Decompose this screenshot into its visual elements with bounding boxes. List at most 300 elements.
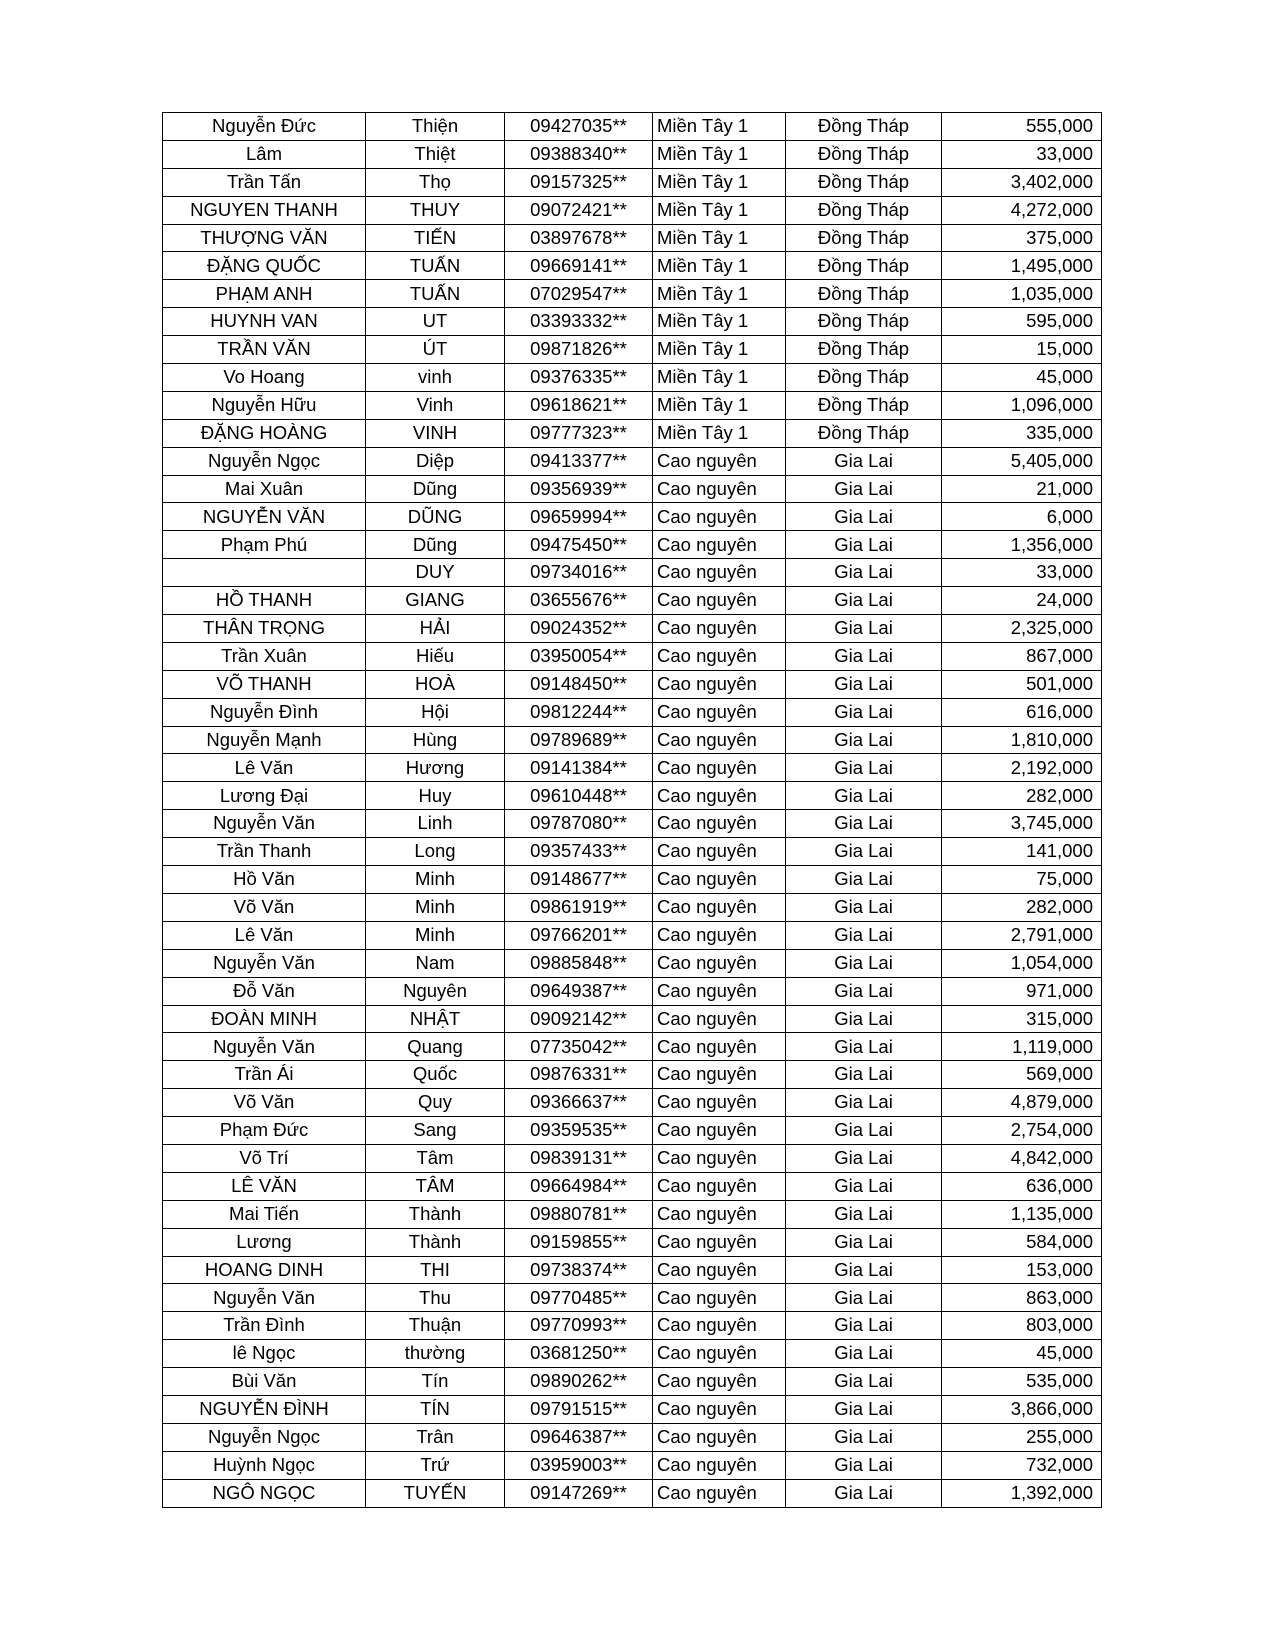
last-name-cell: Trần Tấn bbox=[163, 168, 366, 196]
phone-cell: 09789689** bbox=[505, 726, 653, 754]
amount-cell: 24,000 bbox=[942, 587, 1102, 615]
amount-cell: 1,810,000 bbox=[942, 726, 1102, 754]
last-name-cell: ĐẶNG QUỐC bbox=[163, 252, 366, 280]
phone-cell: 09357433** bbox=[505, 838, 653, 866]
province-cell: Gia Lai bbox=[786, 838, 942, 866]
first-name-cell: DUY bbox=[366, 559, 505, 587]
last-name-cell: NGUYỄN ĐÌNH bbox=[163, 1395, 366, 1423]
last-name-cell: Trần Xuân bbox=[163, 642, 366, 670]
amount-cell: 732,000 bbox=[942, 1451, 1102, 1479]
first-name-cell: Thọ bbox=[366, 168, 505, 196]
region-cell: Cao nguyên bbox=[653, 531, 786, 559]
table-row bbox=[163, 670, 1102, 698]
phone-cell: 09646387** bbox=[505, 1423, 653, 1451]
phone-cell: 09839131** bbox=[505, 1144, 653, 1172]
first-name-cell: TIẾN bbox=[366, 224, 505, 252]
province-cell: Gia Lai bbox=[786, 754, 942, 782]
last-name-cell: NGUYEN THANH bbox=[163, 196, 366, 224]
table-row bbox=[163, 921, 1102, 949]
amount-cell: 5,405,000 bbox=[942, 447, 1102, 475]
first-name-cell: Tâm bbox=[366, 1144, 505, 1172]
table-row bbox=[163, 726, 1102, 754]
first-name-cell: Dũng bbox=[366, 475, 505, 503]
amount-cell: 501,000 bbox=[942, 670, 1102, 698]
province-cell: Gia Lai bbox=[786, 587, 942, 615]
table-row bbox=[163, 1144, 1102, 1172]
table-row bbox=[163, 642, 1102, 670]
region-cell: Cao nguyên bbox=[653, 1451, 786, 1479]
phone-cell: 07029547** bbox=[505, 280, 653, 308]
amount-cell: 3,866,000 bbox=[942, 1395, 1102, 1423]
amount-cell: 569,000 bbox=[942, 1061, 1102, 1089]
last-name-cell: Nguyễn Đình bbox=[163, 698, 366, 726]
phone-cell: 09159855** bbox=[505, 1228, 653, 1256]
table-row bbox=[163, 140, 1102, 168]
last-name-cell: Nguyễn Văn bbox=[163, 810, 366, 838]
phone-cell: 03959003** bbox=[505, 1451, 653, 1479]
last-name-cell: HUYNH VAN bbox=[163, 308, 366, 336]
amount-cell: 153,000 bbox=[942, 1256, 1102, 1284]
amount-cell: 4,842,000 bbox=[942, 1144, 1102, 1172]
province-cell: Gia Lai bbox=[786, 1228, 942, 1256]
region-cell: Miền Tây 1 bbox=[653, 308, 786, 336]
amount-cell: 2,754,000 bbox=[942, 1117, 1102, 1145]
phone-cell: 09885848** bbox=[505, 949, 653, 977]
table-row bbox=[163, 977, 1102, 1005]
region-cell: Cao nguyên bbox=[653, 698, 786, 726]
table-row bbox=[163, 1005, 1102, 1033]
last-name-cell: Võ Văn bbox=[163, 893, 366, 921]
region-cell: Miền Tây 1 bbox=[653, 113, 786, 141]
province-cell: Đồng Tháp bbox=[786, 280, 942, 308]
amount-cell: 4,272,000 bbox=[942, 196, 1102, 224]
region-cell: Cao nguyên bbox=[653, 559, 786, 587]
last-name-cell: Trần Đình bbox=[163, 1312, 366, 1340]
region-cell: Cao nguyên bbox=[653, 1479, 786, 1507]
last-name-cell: Lê Văn bbox=[163, 921, 366, 949]
first-name-cell: THUY bbox=[366, 196, 505, 224]
province-cell: Đồng Tháp bbox=[786, 113, 942, 141]
last-name-cell: Võ Văn bbox=[163, 1089, 366, 1117]
first-name-cell: Vinh bbox=[366, 391, 505, 419]
phone-cell: 09618621** bbox=[505, 391, 653, 419]
amount-cell: 616,000 bbox=[942, 698, 1102, 726]
first-name-cell: Quang bbox=[366, 1033, 505, 1061]
first-name-cell: TUYẾN bbox=[366, 1479, 505, 1507]
first-name-cell: Huy bbox=[366, 782, 505, 810]
amount-cell: 1,135,000 bbox=[942, 1200, 1102, 1228]
region-cell: Cao nguyên bbox=[653, 866, 786, 894]
first-name-cell: GIANG bbox=[366, 587, 505, 615]
last-name-cell: Võ Trí bbox=[163, 1144, 366, 1172]
amount-cell: 1,392,000 bbox=[942, 1479, 1102, 1507]
phone-cell: 09734016** bbox=[505, 559, 653, 587]
phone-cell: 09376335** bbox=[505, 364, 653, 392]
last-name-cell: THƯỢNG VĂN bbox=[163, 224, 366, 252]
table-row bbox=[163, 1117, 1102, 1145]
table-row bbox=[163, 447, 1102, 475]
table-row bbox=[163, 196, 1102, 224]
province-cell: Đồng Tháp bbox=[786, 252, 942, 280]
region-cell: Miền Tây 1 bbox=[653, 196, 786, 224]
province-cell: Gia Lai bbox=[786, 1005, 942, 1033]
province-cell: Đồng Tháp bbox=[786, 168, 942, 196]
region-cell: Miền Tây 1 bbox=[653, 336, 786, 364]
last-name-cell: Nguyễn Văn bbox=[163, 949, 366, 977]
phone-cell: 09880781** bbox=[505, 1200, 653, 1228]
table-row bbox=[163, 364, 1102, 392]
province-cell: Đồng Tháp bbox=[786, 419, 942, 447]
data-table bbox=[162, 112, 1102, 1508]
table-row bbox=[163, 531, 1102, 559]
province-cell: Đồng Tháp bbox=[786, 391, 942, 419]
first-name-cell: Minh bbox=[366, 866, 505, 894]
last-name-cell: NGUYỄN VĂN bbox=[163, 503, 366, 531]
first-name-cell: Long bbox=[366, 838, 505, 866]
last-name-cell: Nguyễn Văn bbox=[163, 1284, 366, 1312]
region-cell: Cao nguyên bbox=[653, 1340, 786, 1368]
region-cell: Miền Tây 1 bbox=[653, 391, 786, 419]
region-cell: Cao nguyên bbox=[653, 503, 786, 531]
last-name-cell: Nguyễn Văn bbox=[163, 1033, 366, 1061]
amount-cell: 75,000 bbox=[942, 866, 1102, 894]
last-name-cell: HỒ THANH bbox=[163, 587, 366, 615]
first-name-cell: Diệp bbox=[366, 447, 505, 475]
region-cell: Cao nguyên bbox=[653, 475, 786, 503]
province-cell: Gia Lai bbox=[786, 810, 942, 838]
first-name-cell: Hùng bbox=[366, 726, 505, 754]
last-name-cell: Phạm Phú bbox=[163, 531, 366, 559]
table-row bbox=[163, 308, 1102, 336]
first-name-cell: TÍN bbox=[366, 1395, 505, 1423]
first-name-cell: Hương bbox=[366, 754, 505, 782]
phone-cell: 03897678** bbox=[505, 224, 653, 252]
phone-cell: 09147269** bbox=[505, 1479, 653, 1507]
region-cell: Miền Tây 1 bbox=[653, 140, 786, 168]
phone-cell: 09659994** bbox=[505, 503, 653, 531]
table-body bbox=[163, 113, 1102, 1508]
last-name-cell: Mai Tiến bbox=[163, 1200, 366, 1228]
first-name-cell: DŨNG bbox=[366, 503, 505, 531]
table-row bbox=[163, 503, 1102, 531]
last-name-cell: Nguyễn Đức bbox=[163, 113, 366, 141]
table-row bbox=[163, 1256, 1102, 1284]
last-name-cell: Nguyễn Ngọc bbox=[163, 1423, 366, 1451]
amount-cell: 315,000 bbox=[942, 1005, 1102, 1033]
province-cell: Gia Lai bbox=[786, 1284, 942, 1312]
first-name-cell: Sang bbox=[366, 1117, 505, 1145]
last-name-cell: Hồ Văn bbox=[163, 866, 366, 894]
table-row bbox=[163, 1395, 1102, 1423]
table-row bbox=[163, 893, 1102, 921]
phone-cell: 09072421** bbox=[505, 196, 653, 224]
first-name-cell: Trân bbox=[366, 1423, 505, 1451]
phone-cell: 09356939** bbox=[505, 475, 653, 503]
first-name-cell: HẢI bbox=[366, 615, 505, 643]
table-row bbox=[163, 754, 1102, 782]
phone-cell: 09812244** bbox=[505, 698, 653, 726]
province-cell: Đồng Tháp bbox=[786, 308, 942, 336]
last-name-cell: Mai Xuân bbox=[163, 475, 366, 503]
last-name-cell: VÕ THANH bbox=[163, 670, 366, 698]
region-cell: Cao nguyên bbox=[653, 726, 786, 754]
first-name-cell: Quốc bbox=[366, 1061, 505, 1089]
table-row bbox=[163, 1312, 1102, 1340]
table-row bbox=[163, 1033, 1102, 1061]
table-row bbox=[163, 1340, 1102, 1368]
phone-cell: 09664984** bbox=[505, 1172, 653, 1200]
table-row bbox=[163, 1479, 1102, 1507]
province-cell: Gia Lai bbox=[786, 1256, 942, 1284]
phone-cell: 09366637** bbox=[505, 1089, 653, 1117]
last-name-cell: NGÔ NGỌC bbox=[163, 1479, 366, 1507]
province-cell: Gia Lai bbox=[786, 782, 942, 810]
amount-cell: 1,035,000 bbox=[942, 280, 1102, 308]
amount-cell: 803,000 bbox=[942, 1312, 1102, 1340]
first-name-cell: Minh bbox=[366, 921, 505, 949]
phone-cell: 09770993** bbox=[505, 1312, 653, 1340]
region-cell: Cao nguyên bbox=[653, 782, 786, 810]
region-cell: Cao nguyên bbox=[653, 838, 786, 866]
table-row bbox=[163, 1200, 1102, 1228]
province-cell: Gia Lai bbox=[786, 1117, 942, 1145]
table-row bbox=[163, 1284, 1102, 1312]
amount-cell: 1,054,000 bbox=[942, 949, 1102, 977]
first-name-cell: Trứ bbox=[366, 1451, 505, 1479]
province-cell: Đồng Tháp bbox=[786, 224, 942, 252]
first-name-cell: Tín bbox=[366, 1368, 505, 1396]
amount-cell: 33,000 bbox=[942, 559, 1102, 587]
amount-cell: 2,325,000 bbox=[942, 615, 1102, 643]
region-cell: Cao nguyên bbox=[653, 1228, 786, 1256]
phone-cell: 09871826** bbox=[505, 336, 653, 364]
province-cell: Gia Lai bbox=[786, 642, 942, 670]
first-name-cell: Hiếu bbox=[366, 642, 505, 670]
last-name-cell: PHẠM ANH bbox=[163, 280, 366, 308]
last-name-cell: Phạm Đức bbox=[163, 1117, 366, 1145]
first-name-cell: NHẬT bbox=[366, 1005, 505, 1033]
region-cell: Cao nguyên bbox=[653, 1312, 786, 1340]
last-name-cell: Đỗ Văn bbox=[163, 977, 366, 1005]
region-cell: Cao nguyên bbox=[653, 1061, 786, 1089]
phone-cell: 09610448** bbox=[505, 782, 653, 810]
last-name-cell: Trần Thanh bbox=[163, 838, 366, 866]
province-cell: Gia Lai bbox=[786, 670, 942, 698]
first-name-cell: Thiệt bbox=[366, 140, 505, 168]
province-cell: Gia Lai bbox=[786, 1033, 942, 1061]
phone-cell: 09092142** bbox=[505, 1005, 653, 1033]
amount-cell: 535,000 bbox=[942, 1368, 1102, 1396]
last-name-cell: Lâm bbox=[163, 140, 366, 168]
region-cell: Cao nguyên bbox=[653, 642, 786, 670]
first-name-cell: ÚT bbox=[366, 336, 505, 364]
region-cell: Miền Tây 1 bbox=[653, 364, 786, 392]
table-row bbox=[163, 949, 1102, 977]
amount-cell: 1,356,000 bbox=[942, 531, 1102, 559]
first-name-cell: thường bbox=[366, 1340, 505, 1368]
first-name-cell: THI bbox=[366, 1256, 505, 1284]
phone-cell: 03393332** bbox=[505, 308, 653, 336]
amount-cell: 3,402,000 bbox=[942, 168, 1102, 196]
province-cell: Gia Lai bbox=[786, 1089, 942, 1117]
region-cell: Cao nguyên bbox=[653, 1284, 786, 1312]
province-cell: Gia Lai bbox=[786, 1312, 942, 1340]
phone-cell: 09475450** bbox=[505, 531, 653, 559]
amount-cell: 971,000 bbox=[942, 977, 1102, 1005]
table-row bbox=[163, 336, 1102, 364]
region-cell: Cao nguyên bbox=[653, 810, 786, 838]
first-name-cell: HOÀ bbox=[366, 670, 505, 698]
table-row bbox=[163, 587, 1102, 615]
region-cell: Miền Tây 1 bbox=[653, 224, 786, 252]
amount-cell: 1,119,000 bbox=[942, 1033, 1102, 1061]
province-cell: Gia Lai bbox=[786, 559, 942, 587]
table-row bbox=[163, 559, 1102, 587]
phone-cell: 09157325** bbox=[505, 168, 653, 196]
last-name-cell: Vo Hoang bbox=[163, 364, 366, 392]
first-name-cell: Thuận bbox=[366, 1312, 505, 1340]
last-name-cell: Nguyễn Hữu bbox=[163, 391, 366, 419]
first-name-cell: VINH bbox=[366, 419, 505, 447]
region-cell: Cao nguyên bbox=[653, 670, 786, 698]
province-cell: Đồng Tháp bbox=[786, 140, 942, 168]
first-name-cell: Nam bbox=[366, 949, 505, 977]
province-cell: Gia Lai bbox=[786, 531, 942, 559]
province-cell: Gia Lai bbox=[786, 1479, 942, 1507]
region-cell: Cao nguyên bbox=[653, 1423, 786, 1451]
last-name-cell: Huỳnh Ngọc bbox=[163, 1451, 366, 1479]
phone-cell: 09649387** bbox=[505, 977, 653, 1005]
region-cell: Cao nguyên bbox=[653, 893, 786, 921]
phone-cell: 09890262** bbox=[505, 1368, 653, 1396]
phone-cell: 09148450** bbox=[505, 670, 653, 698]
last-name-cell: Lương Đại bbox=[163, 782, 366, 810]
region-cell: Miền Tây 1 bbox=[653, 168, 786, 196]
province-cell: Gia Lai bbox=[786, 1172, 942, 1200]
first-name-cell: Minh bbox=[366, 893, 505, 921]
amount-cell: 141,000 bbox=[942, 838, 1102, 866]
table-row bbox=[163, 615, 1102, 643]
first-name-cell: TUẤN bbox=[366, 252, 505, 280]
region-cell: Cao nguyên bbox=[653, 1200, 786, 1228]
province-cell: Gia Lai bbox=[786, 1200, 942, 1228]
amount-cell: 867,000 bbox=[942, 642, 1102, 670]
phone-cell: 09388340** bbox=[505, 140, 653, 168]
first-name-cell: Nguyên bbox=[366, 977, 505, 1005]
amount-cell: 2,791,000 bbox=[942, 921, 1102, 949]
province-cell: Gia Lai bbox=[786, 447, 942, 475]
first-name-cell: Quy bbox=[366, 1089, 505, 1117]
region-cell: Cao nguyên bbox=[653, 1117, 786, 1145]
amount-cell: 45,000 bbox=[942, 364, 1102, 392]
province-cell: Gia Lai bbox=[786, 503, 942, 531]
table-row bbox=[163, 1089, 1102, 1117]
table-row bbox=[163, 1228, 1102, 1256]
amount-cell: 863,000 bbox=[942, 1284, 1102, 1312]
table-row bbox=[163, 224, 1102, 252]
phone-cell: 09669141** bbox=[505, 252, 653, 280]
first-name-cell: UT bbox=[366, 308, 505, 336]
amount-cell: 282,000 bbox=[942, 893, 1102, 921]
region-cell: Cao nguyên bbox=[653, 921, 786, 949]
last-name-cell: Trần Ái bbox=[163, 1061, 366, 1089]
province-cell: Gia Lai bbox=[786, 893, 942, 921]
province-cell: Gia Lai bbox=[786, 949, 942, 977]
region-cell: Cao nguyên bbox=[653, 949, 786, 977]
table-row bbox=[163, 475, 1102, 503]
phone-cell: 09876331** bbox=[505, 1061, 653, 1089]
province-cell: Gia Lai bbox=[786, 977, 942, 1005]
first-name-cell: vinh bbox=[366, 364, 505, 392]
phone-cell: 07735042** bbox=[505, 1033, 653, 1061]
province-cell: Gia Lai bbox=[786, 726, 942, 754]
region-cell: Cao nguyên bbox=[653, 587, 786, 615]
region-cell: Cao nguyên bbox=[653, 754, 786, 782]
last-name-cell: THÂN TRỌNG bbox=[163, 615, 366, 643]
last-name-cell: Lương bbox=[163, 1228, 366, 1256]
table-row bbox=[163, 1172, 1102, 1200]
amount-cell: 375,000 bbox=[942, 224, 1102, 252]
region-cell: Cao nguyên bbox=[653, 1172, 786, 1200]
last-name-cell: Lê Văn bbox=[163, 754, 366, 782]
amount-cell: 15,000 bbox=[942, 336, 1102, 364]
region-cell: Cao nguyên bbox=[653, 1395, 786, 1423]
amount-cell: 33,000 bbox=[942, 140, 1102, 168]
table-row bbox=[163, 1368, 1102, 1396]
province-cell: Gia Lai bbox=[786, 1144, 942, 1172]
amount-cell: 1,495,000 bbox=[942, 252, 1102, 280]
phone-cell: 09861919** bbox=[505, 893, 653, 921]
region-cell: Miền Tây 1 bbox=[653, 280, 786, 308]
first-name-cell: Thành bbox=[366, 1228, 505, 1256]
region-cell: Cao nguyên bbox=[653, 1033, 786, 1061]
amount-cell: 636,000 bbox=[942, 1172, 1102, 1200]
first-name-cell: Dũng bbox=[366, 531, 505, 559]
last-name-cell: Nguyễn Mạnh bbox=[163, 726, 366, 754]
last-name-cell: TRẦN VĂN bbox=[163, 336, 366, 364]
amount-cell: 21,000 bbox=[942, 475, 1102, 503]
region-cell: Cao nguyên bbox=[653, 1005, 786, 1033]
first-name-cell: Hội bbox=[366, 698, 505, 726]
region-cell: Cao nguyên bbox=[653, 447, 786, 475]
last-name-cell: ĐẶNG HOÀNG bbox=[163, 419, 366, 447]
table-row bbox=[163, 866, 1102, 894]
phone-cell: 09766201** bbox=[505, 921, 653, 949]
province-cell: Gia Lai bbox=[786, 475, 942, 503]
table-row bbox=[163, 391, 1102, 419]
province-cell: Gia Lai bbox=[786, 1340, 942, 1368]
province-cell: Gia Lai bbox=[786, 1451, 942, 1479]
amount-cell: 45,000 bbox=[942, 1340, 1102, 1368]
region-cell: Cao nguyên bbox=[653, 1144, 786, 1172]
first-name-cell: Thu bbox=[366, 1284, 505, 1312]
first-name-cell: Thành bbox=[366, 1200, 505, 1228]
region-cell: Cao nguyên bbox=[653, 615, 786, 643]
region-cell: Miền Tây 1 bbox=[653, 419, 786, 447]
table-row bbox=[163, 419, 1102, 447]
table-row bbox=[163, 280, 1102, 308]
phone-cell: 03681250** bbox=[505, 1340, 653, 1368]
phone-cell: 09791515** bbox=[505, 1395, 653, 1423]
table-row bbox=[163, 782, 1102, 810]
phone-cell: 09148677** bbox=[505, 866, 653, 894]
region-cell: Cao nguyên bbox=[653, 1368, 786, 1396]
last-name-cell: Nguyễn Ngọc bbox=[163, 447, 366, 475]
first-name-cell: Thiện bbox=[366, 113, 505, 141]
amount-cell: 584,000 bbox=[942, 1228, 1102, 1256]
phone-cell: 09427035** bbox=[505, 113, 653, 141]
province-cell: Gia Lai bbox=[786, 1395, 942, 1423]
